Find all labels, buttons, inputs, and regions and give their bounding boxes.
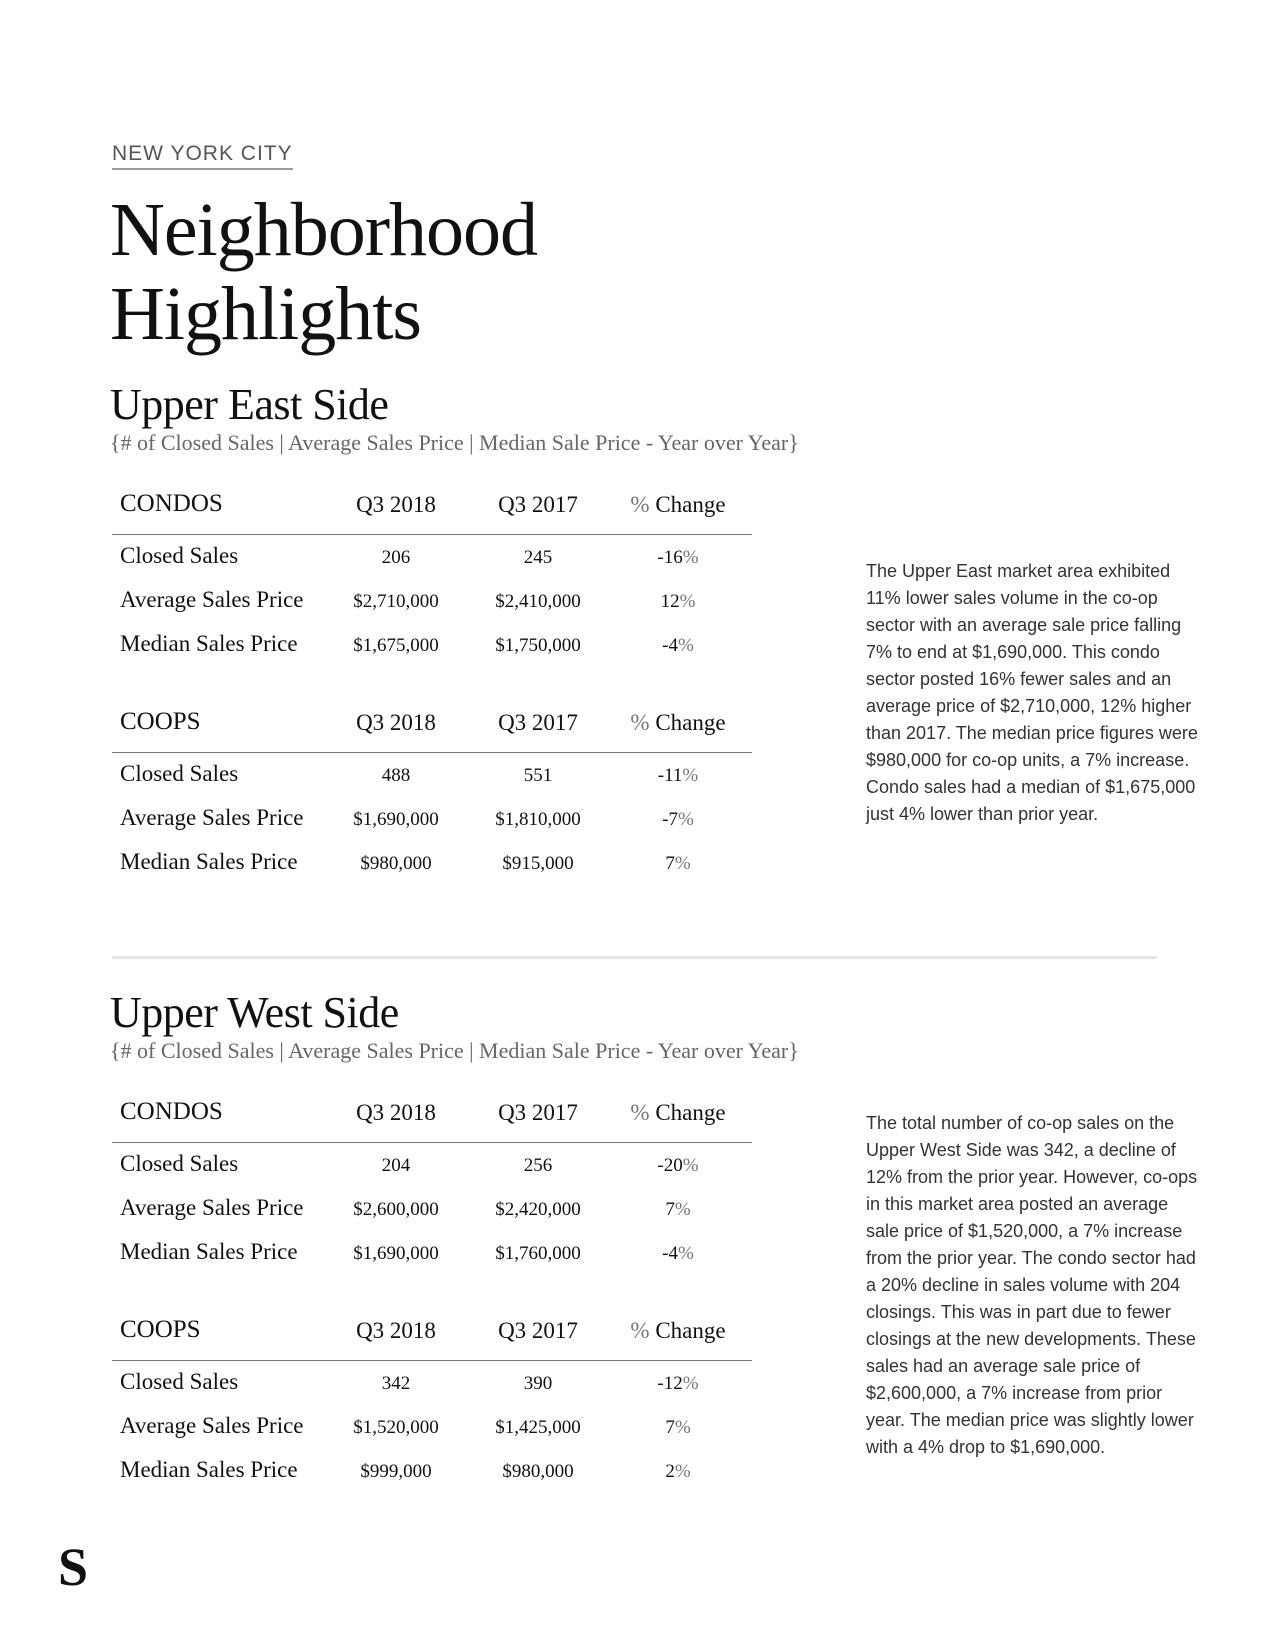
row-label: Median Sales Price xyxy=(120,631,298,656)
row-value-2017: $2,410,000 xyxy=(495,591,581,612)
row-label: Average Sales Price xyxy=(120,805,304,830)
row-value-2018: $1,675,000 xyxy=(353,635,439,656)
row-change: -11% xyxy=(657,765,699,786)
row-change: 7% xyxy=(665,1199,691,1220)
coops-table xyxy=(112,700,752,885)
row-value-2017: $1,810,000 xyxy=(495,809,581,830)
page-title-line-2: Highlights xyxy=(110,272,421,356)
header-change: % Change xyxy=(630,1100,726,1125)
row-change: -20% xyxy=(657,1155,699,1176)
row-value-2018: $999,000 xyxy=(360,1461,432,1482)
table-row xyxy=(112,1361,752,1405)
table-row xyxy=(112,1231,752,1275)
header-category: CONDOS xyxy=(120,1098,223,1125)
table-row xyxy=(112,535,752,579)
header-q3-2018: Q3 2018 xyxy=(356,1100,436,1125)
market-summary: The Upper East market area exhibited 11% lower sales volume in the co-op sector with an average sale price falling 7% to end at $1,690,000. This condo sector posted 16% fewer sales and an average price of $2,710,000, 12% higher than 2017. The median price figures were $980,000 for co-op units, a 7% increase. Condo sales had a median of $1,675,000 just 4% lower than prior year. xyxy=(866,561,1198,824)
row-label: Closed Sales xyxy=(120,543,239,568)
header-q3-2017: Q3 2017 xyxy=(498,1318,578,1343)
row-value-2017: 551 xyxy=(523,765,553,786)
row-value-2018: $2,710,000 xyxy=(353,591,439,612)
row-value-2018: 204 xyxy=(381,1155,411,1176)
table-row xyxy=(112,797,752,841)
condos-table xyxy=(112,482,752,667)
header-change: % Change xyxy=(630,710,726,735)
header-category: COOPS xyxy=(120,708,201,735)
row-value-2018: $1,690,000 xyxy=(353,809,439,830)
row-value-2018: $1,520,000 xyxy=(353,1417,439,1438)
header-change: % Change xyxy=(630,492,726,517)
row-change: 7% xyxy=(665,853,691,874)
header-q3-2018: Q3 2018 xyxy=(356,1318,436,1343)
header-category: COOPS xyxy=(120,1316,201,1343)
row-value-2018: $2,600,000 xyxy=(353,1199,439,1220)
section-subtitle: {# of Closed Sales | Average Sales Price | Median Sale Price - Year over Year} xyxy=(110,430,799,455)
row-value-2017: 390 xyxy=(523,1373,553,1394)
table-row xyxy=(112,579,752,623)
section-subtitle: {# of Closed Sales | Average Sales Price | Median Sale Price - Year over Year} xyxy=(110,1038,799,1063)
row-value-2017: $980,000 xyxy=(502,1461,574,1482)
table-row xyxy=(112,1449,752,1493)
header-q3-2018: Q3 2018 xyxy=(356,492,436,517)
row-value-2017: 256 xyxy=(523,1155,553,1176)
table-header xyxy=(112,700,752,753)
coops-table xyxy=(112,1308,752,1493)
section-heading: Upper West Side xyxy=(110,988,399,1037)
row-change: -4% xyxy=(662,635,694,656)
row-label: Closed Sales xyxy=(120,1369,239,1394)
header-q3-2017: Q3 2017 xyxy=(498,492,578,517)
page-title xyxy=(110,188,537,356)
row-value-2018: 488 xyxy=(381,765,411,786)
row-change: -12% xyxy=(657,1373,699,1394)
table-row xyxy=(112,623,752,667)
table-row xyxy=(112,1405,752,1449)
header-change: % Change xyxy=(630,1318,726,1343)
row-value-2018: 206 xyxy=(381,547,411,568)
row-value-2017: $1,425,000 xyxy=(495,1417,581,1438)
table-header xyxy=(112,1090,752,1143)
row-change: 2% xyxy=(665,1461,691,1482)
page-title-line-1: Neighborhood xyxy=(110,188,538,272)
table-row xyxy=(112,753,752,797)
row-value-2017: 245 xyxy=(523,547,553,568)
row-value-2018: 342 xyxy=(381,1373,411,1394)
row-label: Median Sales Price xyxy=(120,1457,298,1482)
row-change: -7% xyxy=(662,809,694,830)
row-value-2017: $1,750,000 xyxy=(495,635,581,656)
row-change: -16% xyxy=(657,547,699,568)
row-value-2017: $1,760,000 xyxy=(495,1243,581,1264)
eyebrow-label: NEW YORK CITY xyxy=(112,142,293,170)
row-label: Median Sales Price xyxy=(120,1239,298,1264)
header-q3-2017: Q3 2017 xyxy=(498,1100,578,1125)
table-header xyxy=(112,482,752,535)
table-row xyxy=(112,1143,752,1187)
row-label: Average Sales Price xyxy=(120,1195,304,1220)
row-change: 7% xyxy=(665,1417,691,1438)
header-category: CONDOS xyxy=(120,490,223,517)
row-change: 12% xyxy=(660,591,696,612)
header-q3-2018: Q3 2018 xyxy=(356,710,436,735)
row-value-2017: $2,420,000 xyxy=(495,1199,581,1220)
section-heading: Upper East Side xyxy=(110,380,389,429)
row-value-2018: $980,000 xyxy=(360,853,432,874)
row-value-2018: $1,690,000 xyxy=(353,1243,439,1264)
row-label: Median Sales Price xyxy=(120,849,298,874)
row-label: Closed Sales xyxy=(120,761,239,786)
table-row xyxy=(112,841,752,885)
header-q3-2017: Q3 2017 xyxy=(498,710,578,735)
table-row xyxy=(112,1187,752,1231)
row-label: Average Sales Price xyxy=(120,1413,304,1438)
table-header xyxy=(112,1308,752,1361)
market-summary: The total number of co-op sales on the Upper West Side was 342, a decline of 12% from the prior year. However, co-ops in this market area posted an average sale price of $1,520,000, a 7% increase from the prior year. The condo sector had a 20% decline in sales volume with 204 closings. This was in part due to fewer closings at the new developments. These sales had an average sale price of $2,600,000, a 7% increase from prior year. The median price was slightly lower with a 4% drop to $1,690,000. xyxy=(866,1113,1198,1457)
row-label: Average Sales Price xyxy=(120,587,304,612)
row-value-2017: $915,000 xyxy=(502,853,574,874)
section-divider xyxy=(112,956,1157,959)
row-label: Closed Sales xyxy=(120,1151,239,1176)
row-change: -4% xyxy=(662,1243,694,1264)
brand-logo: S xyxy=(58,1537,89,1597)
condos-table xyxy=(112,1090,752,1275)
